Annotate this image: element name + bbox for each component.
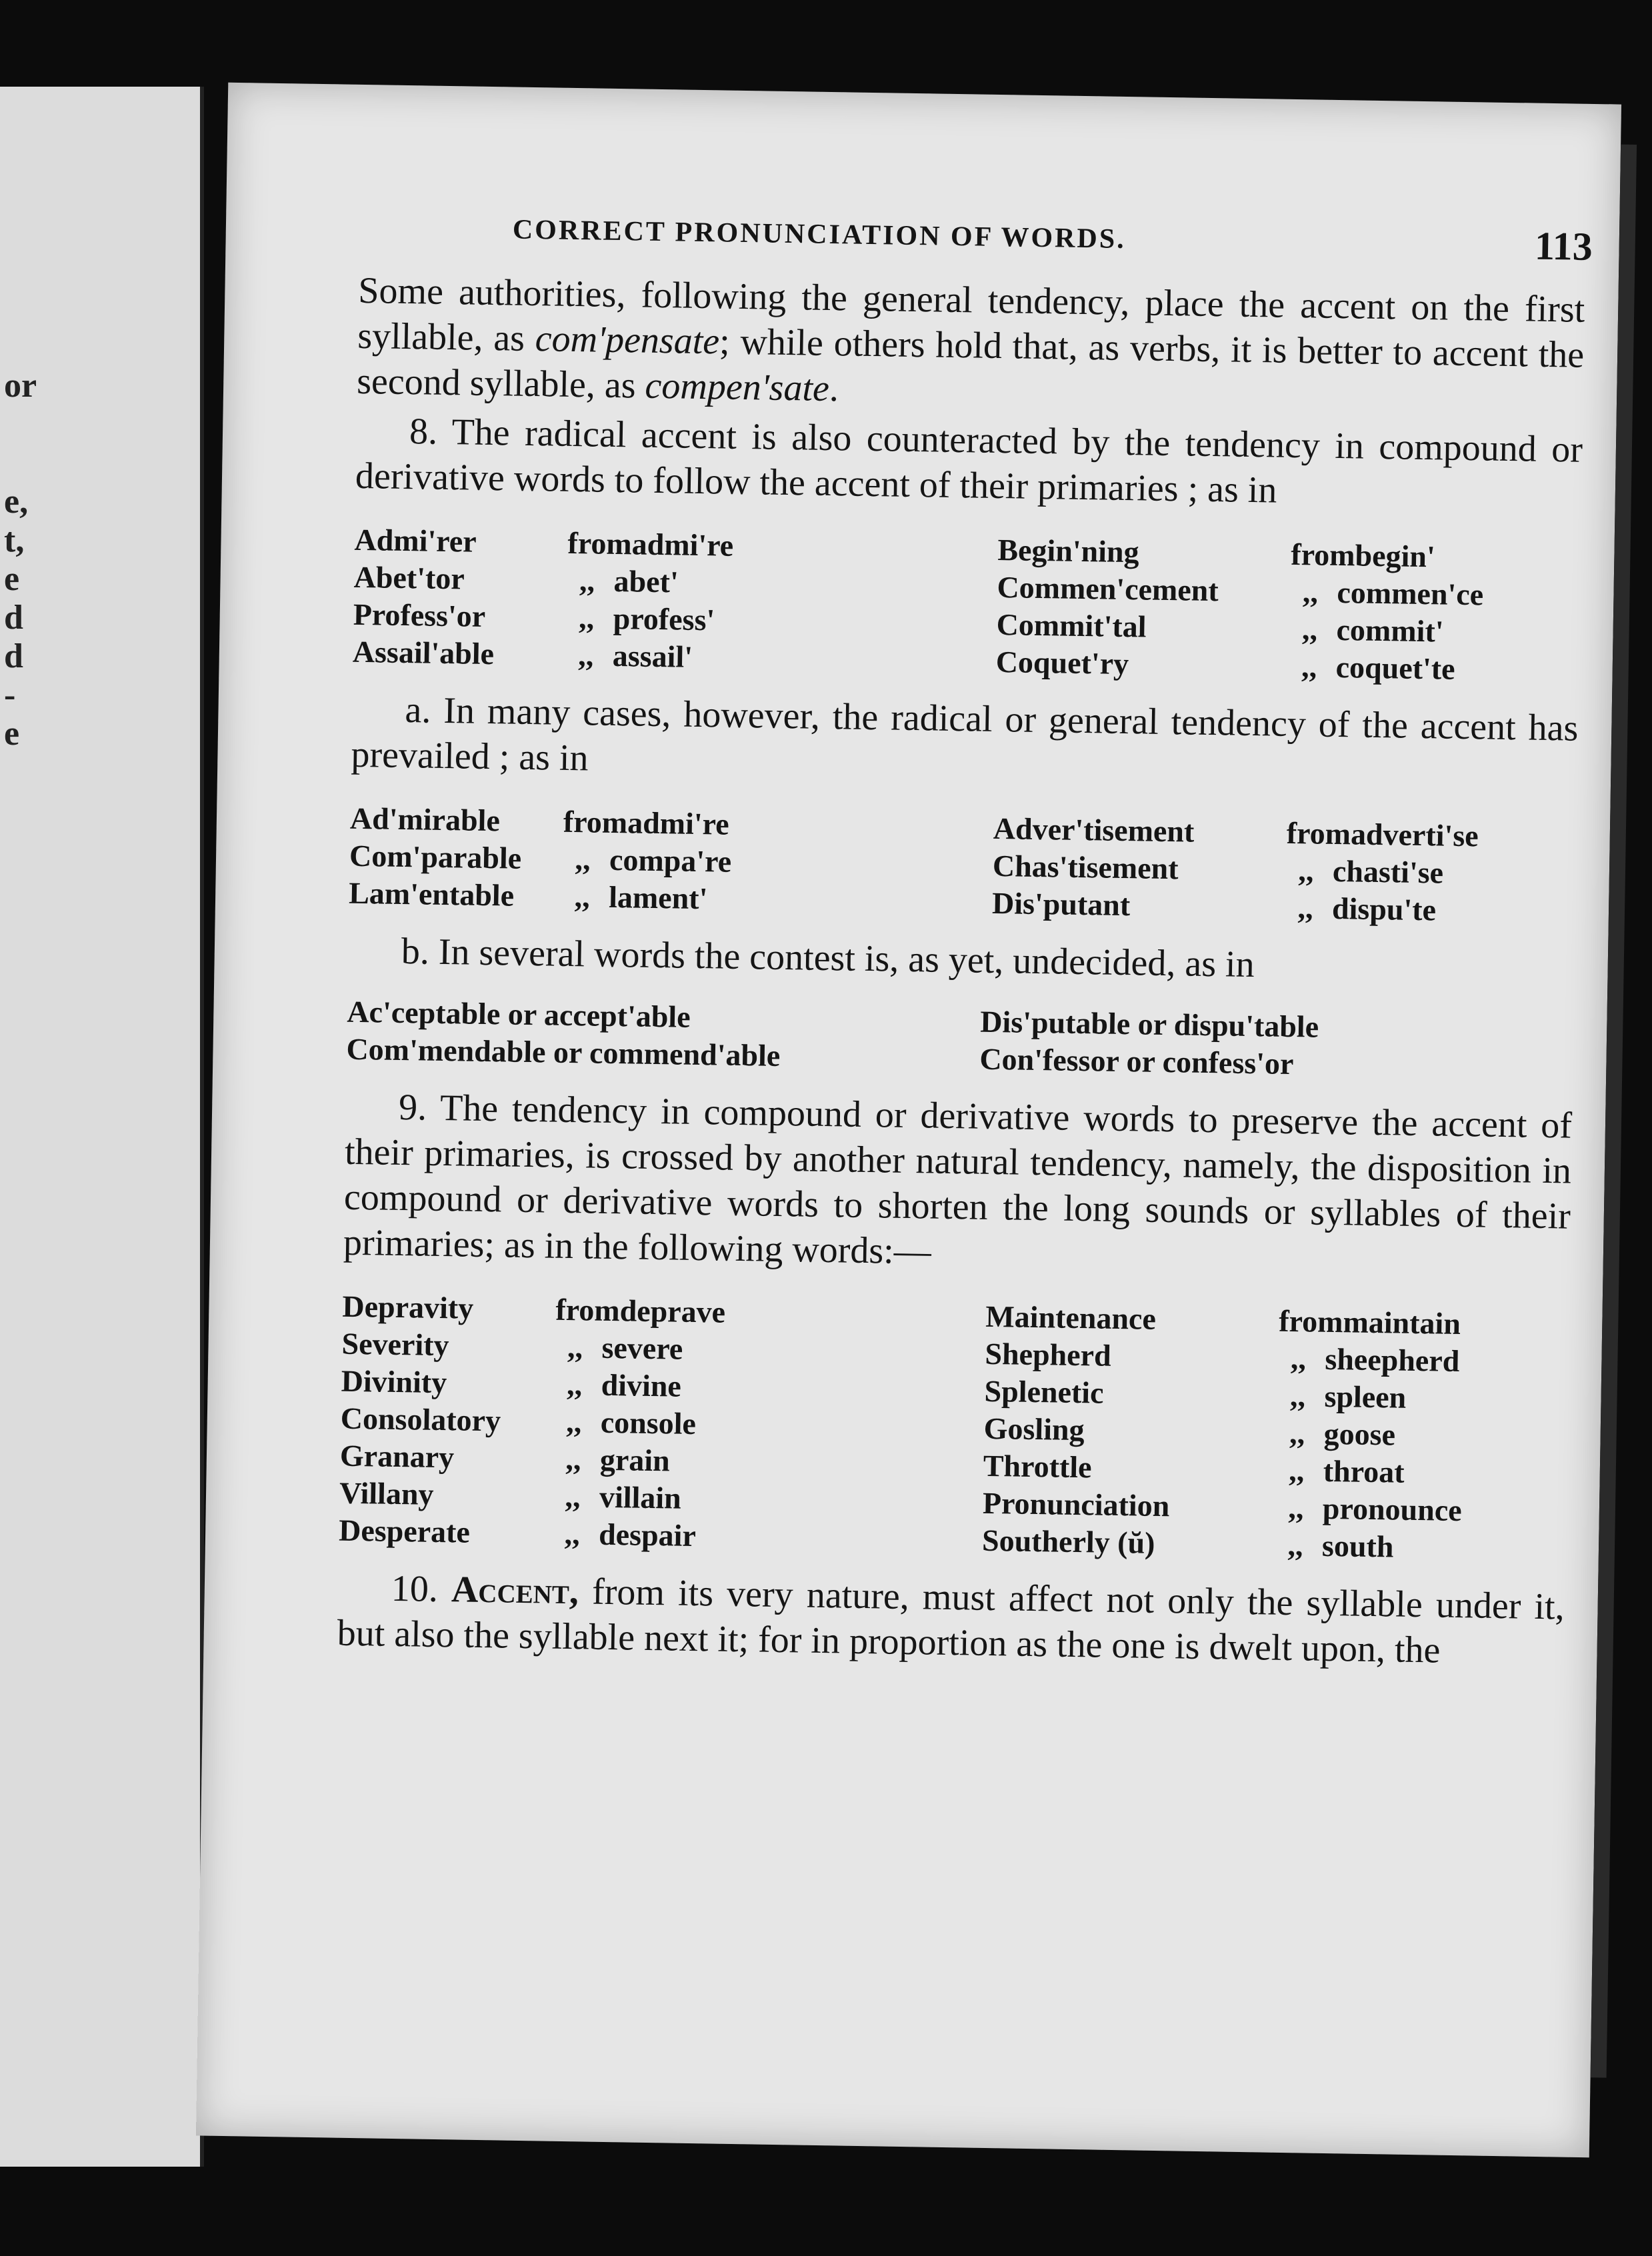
ditto-mark: ,, [1289, 1416, 1305, 1451]
primary-word: profess' [613, 601, 715, 637]
paragraph-b: b. In several words the contest is, as yet, undecided, as in [401, 931, 1255, 986]
primary-word: throat [1323, 1453, 1405, 1489]
facing-page [0, 87, 204, 2167]
page-header [512, 207, 1619, 278]
primary-word: assail' [612, 638, 693, 674]
facing-page-edge-letter: e, [4, 483, 29, 521]
ditto-mark: ,, [575, 842, 591, 877]
from-label: from [567, 525, 633, 561]
paragraph-10 [337, 1565, 1565, 1675]
intro-italic-2: compen'sate [645, 365, 830, 409]
ditto-mark: ,, [578, 601, 595, 635]
word-pair: Con'fessor or confess'or [979, 1041, 1294, 1081]
table-a-right [992, 810, 1577, 931]
table-a [349, 800, 1577, 931]
ditto-mark: ,, [1288, 1453, 1305, 1488]
derived-word: Assail'able [352, 634, 495, 671]
facing-page-edge-letter: e [4, 715, 20, 753]
derived-word: Southerly (ŭ) [981, 1523, 1155, 1560]
primary-word: console [600, 1405, 697, 1441]
derived-word: Granary [339, 1438, 455, 1475]
table-9-left [339, 1288, 926, 1559]
derived-word: Severity [341, 1326, 449, 1363]
word-pair: Ac'ceptable or accept'able [347, 994, 691, 1034]
running-head: CORRECT PRONUNCIATION OF WORDS. [512, 214, 1127, 255]
table-a-left [349, 800, 934, 921]
derived-word: Commit'tal [996, 607, 1147, 644]
primary-word: commen'ce [1337, 575, 1484, 612]
primary-word: chasti'se [1332, 853, 1444, 890]
derived-word: Admi'rer [354, 522, 477, 559]
primary-word: despair [598, 1517, 697, 1553]
primary-word: south [1321, 1528, 1394, 1564]
facing-page-edge-letter [4, 444, 31, 483]
primary-word: lament' [608, 879, 708, 916]
book-page [196, 83, 1621, 2157]
ditto-mark: ,, [565, 1441, 581, 1477]
table-b [346, 993, 1574, 1087]
ditto-mark: ,, [1297, 891, 1313, 925]
primary-word: sheepherd [1325, 1341, 1460, 1379]
derived-word: Pronunciation [982, 1485, 1170, 1523]
table-8-right [995, 531, 1581, 690]
primary-word: goose [1323, 1416, 1396, 1452]
primary-word: pronounce [1322, 1491, 1463, 1528]
derived-word: Gosling [983, 1411, 1085, 1447]
derived-word: Abet'tor [353, 559, 465, 596]
derived-word: Depravity [342, 1289, 474, 1325]
table-9-right [982, 1298, 1569, 1569]
table-8 [352, 521, 1581, 690]
paragraph-a: a. In many cases, however, the radical or general tendency of the accent has prevailed ; as in [351, 689, 1579, 779]
table-8-left [352, 521, 937, 680]
derived-word: Chas'tisement [992, 848, 1179, 886]
paragraph-10-term: Accent, [451, 1569, 579, 1613]
word-pair: Com'mendable or commend'able [346, 1031, 781, 1073]
primary-word: compa're [609, 842, 732, 879]
paragraph-10-number: 10. [391, 1567, 452, 1611]
intro-paragraph [357, 268, 1585, 423]
from-label: from [1290, 537, 1356, 573]
from-label: from [555, 1292, 621, 1328]
ditto-mark: ,, [1289, 1379, 1306, 1413]
page-number: 113 [1534, 223, 1593, 269]
paragraph-9: 9. The tendency in compound or derivative words to preserve the accent of their primaries, is crossed by another natural tendency, namely, the disposition in compound or derivative words to shorten the long sounds or syllables of their primaries; as in the following words:— [343, 1086, 1573, 1273]
table-9 [339, 1288, 1569, 1569]
ditto-mark: ,, [574, 879, 591, 914]
derived-word: Adver'tisement [993, 811, 1195, 849]
primary-word: maintain [1343, 1305, 1461, 1341]
derived-word: Divinity [341, 1363, 447, 1400]
intro-text-1: Some authorities, following the general tendency, place the accent on the first syllable, as [357, 269, 1585, 360]
facing-page-edge-letter: or [4, 367, 37, 405]
ditto-mark: ,, [1288, 1491, 1304, 1525]
primary-word: adverti'se [1350, 817, 1479, 853]
primary-word: divine [601, 1367, 682, 1403]
derived-word: Commen'cement [997, 569, 1219, 608]
word-pair: Dis'putable or dispu'table [979, 1004, 1319, 1044]
ditto-mark: ,, [1301, 649, 1317, 684]
intro-italic-1: com'pensate [535, 318, 720, 363]
derived-word: Shepherd [985, 1336, 1112, 1373]
ditto-mark: ,, [577, 638, 594, 673]
primary-word: coquet'te [1335, 649, 1455, 686]
ditto-mark: ,, [1287, 1528, 1303, 1563]
primary-word: villain [599, 1479, 682, 1515]
derived-word: Begin'ning [997, 532, 1140, 569]
ditto-mark: ,, [565, 1479, 581, 1514]
from-label: from [1278, 1303, 1343, 1339]
from-label: from [1286, 815, 1351, 851]
intro-text-2: ; while others hold that, as verbs, it is better to accent the second syllable, as [356, 321, 1585, 407]
derived-word: Com'parable [349, 838, 522, 875]
primary-word: admi're [631, 527, 734, 563]
primary-word: spleen [1324, 1379, 1407, 1415]
derived-word: Splenetic [984, 1373, 1104, 1410]
facing-page-edge-letter: e [4, 560, 20, 598]
primary-word: severe [601, 1330, 683, 1366]
ditto-mark: ,, [1302, 575, 1319, 609]
ditto-mark: ,, [566, 1367, 583, 1402]
primary-word: admi're [627, 805, 730, 841]
ditto-mark: ,, [564, 1516, 581, 1551]
paragraph-8: 8. The radical accent is also counteracted by the tendency in compound or derivative words to follow the accent of their primaries ; as in [355, 411, 1583, 511]
derived-word: Dis'putant [991, 885, 1131, 923]
derived-word: Ad'mirable [349, 801, 501, 838]
intro-text-3: . [829, 367, 839, 410]
ditto-mark: ,, [1301, 612, 1318, 647]
derived-word: Maintenance [985, 1299, 1157, 1336]
derived-word: Coquet'ry [995, 644, 1129, 681]
derived-word: Lam'entable [348, 875, 515, 913]
table-b-left [346, 993, 941, 1077]
derived-word: Throttle [983, 1448, 1092, 1485]
facing-page-edge-text [4, 367, 37, 753]
ditto-mark: ,, [1290, 1341, 1307, 1376]
primary-word: grain [599, 1442, 671, 1478]
page-body [337, 268, 1585, 1675]
table-b-right [979, 1003, 1574, 1087]
facing-page-edge-letter: d [4, 637, 23, 675]
facing-page-edge-letter [4, 405, 31, 444]
ditto-mark: ,, [1298, 853, 1314, 888]
paragraph-10-text: from its very nature, must affect not only the syllable under it, but also the syllable next it; for in proportion as the one is dwelt upon, the [337, 1571, 1565, 1671]
primary-word: deprave [619, 1293, 726, 1329]
derived-word: Profess'or [353, 597, 486, 633]
primary-word: dispu'te [1331, 891, 1437, 927]
derived-word: Consolatory [340, 1401, 501, 1438]
derived-word: Villany [339, 1475, 434, 1511]
ditto-mark: ,, [567, 1330, 583, 1365]
derived-word: Desperate [338, 1513, 471, 1549]
from-label: from [563, 804, 628, 840]
primary-word: abet' [613, 563, 679, 599]
page-edge-shadow [1591, 145, 1637, 2078]
facing-page-edge-letter: t, [4, 521, 25, 559]
primary-word: commit' [1336, 612, 1444, 649]
ditto-mark: ,, [565, 1404, 582, 1439]
facing-page-edge-letter: d [4, 599, 23, 637]
ditto-mark: ,, [579, 563, 595, 598]
primary-word: begin' [1355, 538, 1436, 574]
facing-page-edge-letter: - [4, 676, 16, 714]
